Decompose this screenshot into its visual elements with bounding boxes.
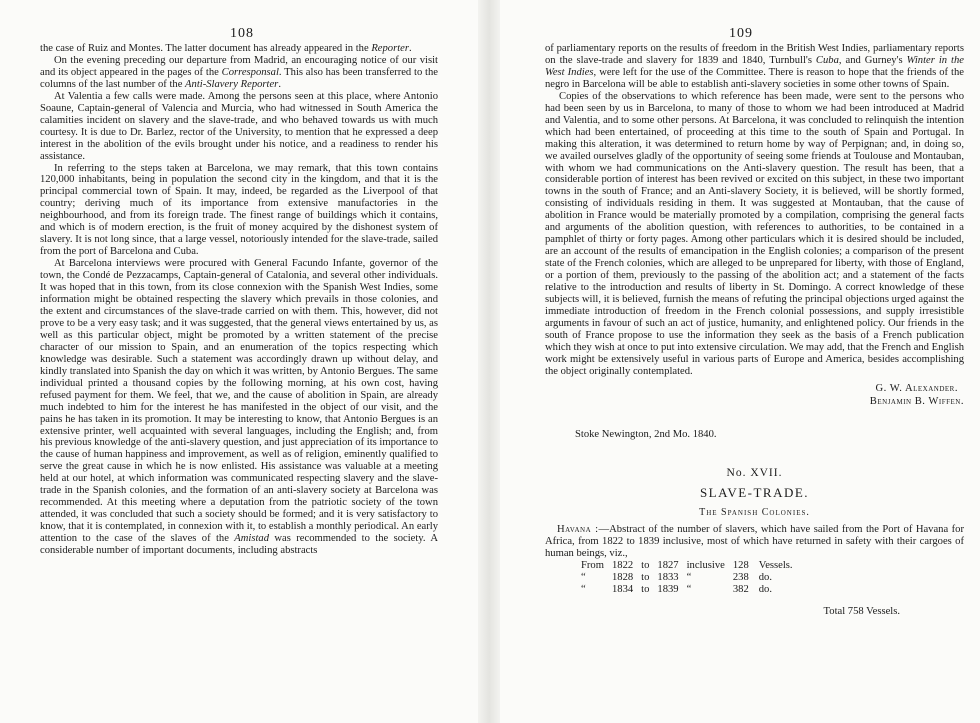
italic-title: Anti-Slavery Reporter (185, 78, 279, 90)
cell-unit: Vessels. (758, 559, 793, 571)
table-row (581, 560, 801, 572)
text-run: was recommended to the society. A considerable number of important documents, including abstracts (40, 533, 438, 557)
text-run: Copies of the observations to which reference has been made, were sent to the persons who had been seen by us in Barcelona, to many of those to whom we had been introduced at Madrid and Valentia, and to some other persons. At Barcelona, it was concluded to relinquish the intention which had been entertained, of proceeding at this time to the south of Spain and Portugal. In making this alteration, it was determined to return home by way of Perpignan; and, in doing so, we availed ourselves gladly of the opportunity of seeing some friends at Toulouse and Montauban, with whom we had communications on the Anti-slavery question. The result has been, that a considerable portion of interest has been revived or excited on this subject, in these two important towns in the south of France; and an Anti-slavery Society, it is believed, will be shortly formed, consisting of individuals residing in them. It was suggested at Montauban, that the cause of abolition in France would be materially promoted by a compilation, comprising the general facts and arguments of the abolition question, with references to authorities, to be contained in a pamphlet of thirty or forty pages. Among other particulars which it is desired should be included, are an account of the results of emancipation in the English colonies; a comparison of the present state of the French colonies, which are alleged to be unprepared for liberty, with those of England, or a portion of them, previously to the passing of the abolition act; and a statement of the facts relative to the introduction and results of liberty in St. Domingo. A correct knowledge of these subjects will, it is believed, furnish the means of refuting the principal objections urged against the immediate introduction of freedom in the French colonial possessions, and supply irresistible arguments in favour of such an act of justice, humanity, and enlightened policy. Our friends in the south of France propose to use the information they seek as the basis of a French publication which they wish at once to put into extensive circulation. We may add, that the French and English work might be extensively useful in various parts of Europe and America, besides accomplishing the object originally contemplated. (545, 90, 964, 377)
paragraph (40, 258, 438, 557)
text-run: In referring to the steps taken at Barcelona, we may remark, that this town contains 120,000 inhabitants, being in population the second city in the kingdom, and that it is the principal commercial town of Spain. It may, indeed, be regarded as the Liverpool of that country; deriving much of its importance from extensive manufactories in the neighbourhood, and from its foreign trade. The finest range of buildings which it contains, and which is of modern erection, is the fruit of money acquired by the dishonest system of slavery. It is not long since, that a large vessel, notoriously intended for the slave-trade, sailed from the port of Barcelona and Cuba. (40, 162, 438, 258)
cell-start: 1822 (611, 559, 634, 571)
section-subtitle: The Spanish Colonies. (699, 506, 810, 518)
text-run: of parliamentary reports on the results of freedom in the British West Indies, parliamentary reports on the slave-trade and slavery for 1839 and 1840, Turnbull's (545, 43, 964, 66)
cell-to: to (641, 559, 650, 571)
text-run: . (278, 78, 281, 90)
cell-end: 1827 (657, 559, 679, 571)
cell-to: to (641, 583, 650, 595)
cell-count: 238 (732, 571, 749, 583)
vessel-total: Total 758 Vessels. (823, 605, 900, 617)
right-page (500, 0, 980, 723)
right-page-body (545, 43, 964, 378)
italic-title: Corresponsal (221, 66, 279, 78)
cell-prefix: “ (581, 571, 586, 583)
abstract-text: —Abstract of the number of slavers, which have sailed from the Port of Havana for Africa, from 1822 to 1839 inclusive, most of which have returned in safety with their cargoes of human beings, viz., (545, 523, 964, 559)
cell-count: 382 (732, 583, 749, 595)
page-number: 108 (230, 26, 254, 41)
place-date: Stoke Newington, 2nd Mo. 1840. (575, 428, 717, 440)
paragraph (40, 55, 438, 91)
cell-word: “ (686, 571, 692, 583)
signature-alexander: G. W. Alexander. (875, 382, 958, 394)
text-run: . This also has been transferred to the columns of the last number of the (40, 66, 439, 90)
left-page-body (40, 43, 438, 557)
text-run: , were left for the use of the Committee. There is reason to hope that the friends of the negro in Barcelona will be able to establish anti-slavery societies in some other towns of Spain. (545, 66, 964, 90)
table-row (581, 572, 801, 584)
text-run: the case of Ruiz and Montes. The latter document has already appeared in the (40, 43, 372, 54)
cell-start: 1834 (611, 583, 634, 595)
signature-wiffen: Benjamin B. Wiffen. (869, 395, 964, 407)
text-run: At Barcelona interviews were procured with General Facundo Infante, governor of the town, the Condé de Pezzacamps, Captain-general of Catalonia, and several other individuals. It was hoped that in this town, from its close connexion with the Spanish West Indies, some information might be obtained respecting the slavery which prevails in those colonies, and the extent and circumstances of the slave-trade carried on with them. This, however, did not prove to be a very easy task; and it was suggested, that the general views entertained by us, as well as this particular object, might be promoted by a written statement of the precise character of our mission to Spain, and an enumeration of the topics respecting which knowledge was desirable. Such a statement was accordingly drawn up without delay, and kindly translated into Spanish the day on which it was written, by Antonio Bergues. The same individual printed a thousand copies by the following morning, at his own cost, having refused payment for them. We feel, that we, and the cause of abolition in Spain, are already much indebted to him for the interest he has manifested in the object of our visit, and the pains he has taken in its promotion. It may be interesting to know, that Antonio Bergues is an extensive printer, well acquainted with several languages, including the English; and, from his previous knowledge of the anti-slavery question, and just appreciation of its importance to the cause of human happiness and improvement, as well as of religion, eminently qualified to serve the great cause in which he is now enlisted. His assistance was valuable at a meeting held at our hotel, at which information was communicated respecting slavery and the slave-trade in the Spanish colonies, and the formation of an anti-slavery society at Barcelona was recommended. At this meeting where a deputation from the patriotic society of the town attended, it was concluded that such a society should be formed; and it is very satisfactory to know, that it is contemplated, in connexion with it, to establish a monthly periodical. An early attention to the case of the slaves of the (40, 258, 438, 545)
italic-title: Cuba (815, 54, 839, 66)
paragraph (40, 43, 438, 55)
cell-end: 1839 (657, 583, 679, 595)
signatures (545, 382, 964, 408)
cell-word: inclusive (686, 559, 725, 571)
cell-prefix: “ (581, 583, 586, 595)
section-number: No. XVII. (726, 466, 783, 479)
italic-title: Winter in the West Indies (545, 54, 964, 78)
text-run: , and Gurney's (838, 54, 907, 66)
cell-unit: do. (758, 571, 772, 583)
cell-start: 1828 (611, 571, 634, 583)
cell-word: “ (686, 583, 692, 595)
paragraph (545, 43, 964, 91)
abstract-lead: Havana : (557, 523, 599, 535)
table-row (581, 584, 801, 596)
abstract-paragraph (545, 524, 964, 560)
cell-to: to (641, 571, 650, 583)
page-number: 109 (729, 26, 753, 41)
cell-unit: do. (758, 583, 772, 595)
cell-prefix: From (581, 559, 604, 571)
text-run: At Valentia a few calls were made. Among the persons seen at this place, where Antonio Soaune, Captain-general of Valencia and Murcia, who had witnessed in South America the calamities incident on slavery and the slave-trade, and who behaved towards us with much courtesy. It is due to Dr. Barlez, rector of the University, to mention that he expressed a deep interest in the abolition of the evils brought under his notice, and a readiness to render his assistance. (40, 90, 438, 162)
paragraph (40, 91, 438, 163)
vessel-count-table (581, 560, 801, 596)
paragraph (545, 91, 964, 378)
cell-end: 1833 (657, 571, 679, 583)
text-run: . (409, 43, 412, 54)
text-run: On the evening preceding our departure from Madrid, an encouraging notice of our visit and its object appeared in the pages of the (40, 54, 438, 78)
section-title: SLAVE-TRADE. (699, 484, 810, 500)
left-page (0, 0, 478, 723)
book-gutter (478, 0, 500, 723)
italic-title: Amistad (234, 533, 270, 545)
paragraph (40, 163, 438, 259)
italic-title: Reporter (371, 43, 409, 54)
cell-count: 128 (732, 559, 749, 571)
